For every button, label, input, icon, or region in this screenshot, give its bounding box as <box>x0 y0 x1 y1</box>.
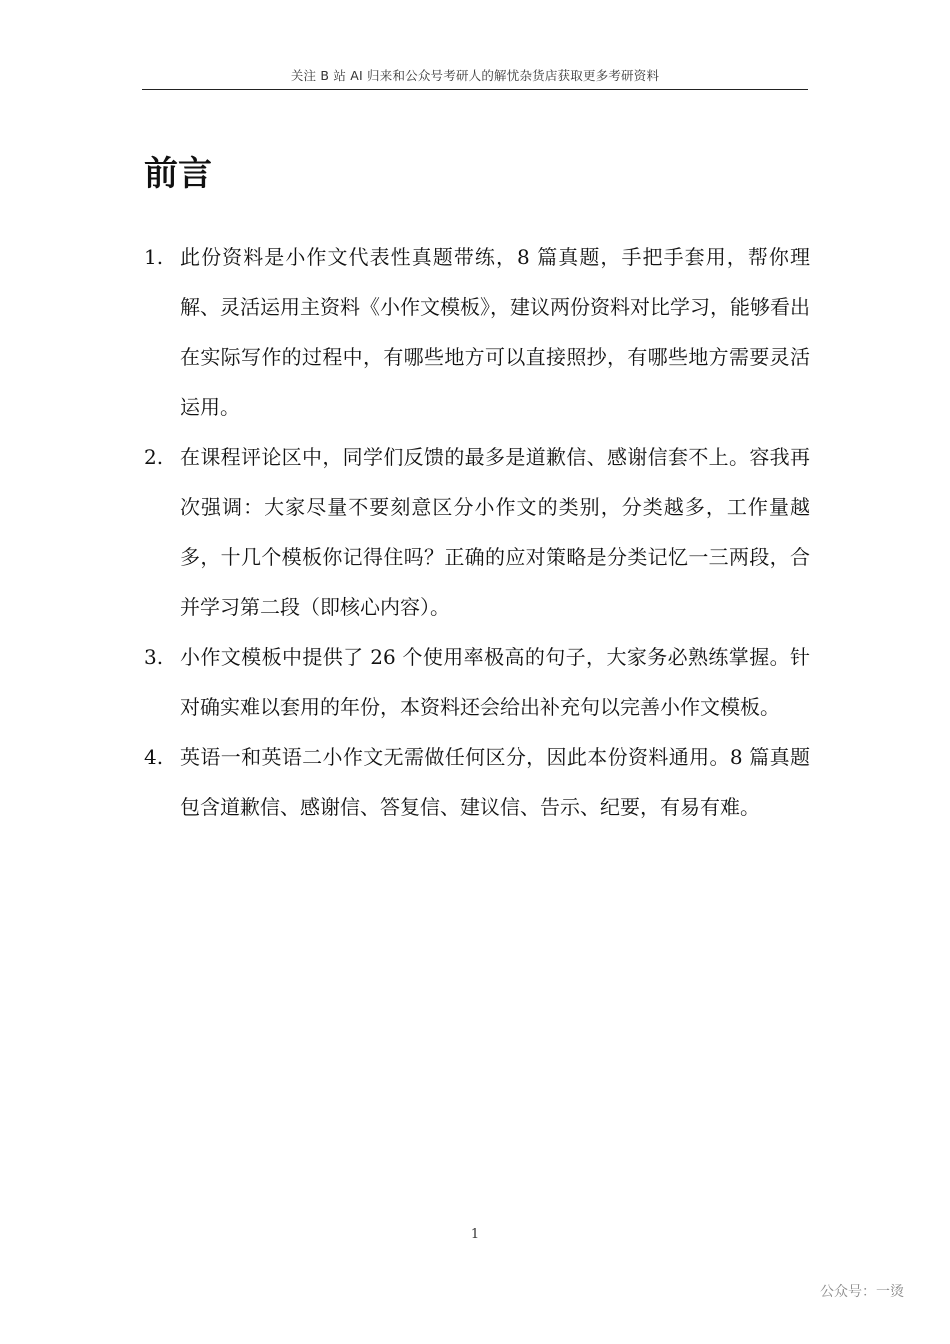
list-item <box>142 632 810 732</box>
list-item-text: 小作文模板中提供了 26 个使用率极高的句子，大家务必熟练掌握。针对确实难以套用的年份，本资料还会给出补充句以完善小作文模板。 <box>180 645 810 719</box>
page-number: 1 <box>470 1227 480 1242</box>
list-item <box>142 432 810 632</box>
list-item-number: 1. <box>144 245 164 269</box>
page-header: 关注 B 站 AI 归来和公众号考研人的解忧杂货店获取更多考研资料 <box>290 68 660 83</box>
list-item-text: 此份资料是小作文代表性真题带练，8 篇真题，手把手套用，帮你理解、灵活运用主资料《小作文模板》，建议两份资料对比学习，能够看出在实际写作的过程中，有哪些地方可以直接照抄，有哪些地方需要灵活运用。 <box>180 245 810 419</box>
list-item-number: 3. <box>144 645 164 669</box>
header-divider <box>142 89 808 90</box>
list-item-number: 2. <box>144 445 164 469</box>
list-item-number: 4. <box>144 745 164 769</box>
page-title: 前言 <box>144 154 212 194</box>
preface-list <box>142 232 810 832</box>
list-item <box>142 232 810 432</box>
watermark-text: 公众号：一烫 <box>820 1284 904 1300</box>
list-item <box>142 732 810 832</box>
list-item-text: 在课程评论区中，同学们反馈的最多是道歉信、感谢信套不上。容我再次强调：大家尽量不要刻意区分小作文的类别，分类越多，工作量越多，十几个模板你记得住吗？正确的应对策略是分类记忆一三两段，合并学习第二段（即核心内容）。 <box>180 445 810 619</box>
list-item-text: 英语一和英语二小作文无需做任何区分，因此本份资料通用。8 篇真题包含道歉信、感谢信、答复信、建议信、告示、纪要，有易有难。 <box>180 745 810 819</box>
